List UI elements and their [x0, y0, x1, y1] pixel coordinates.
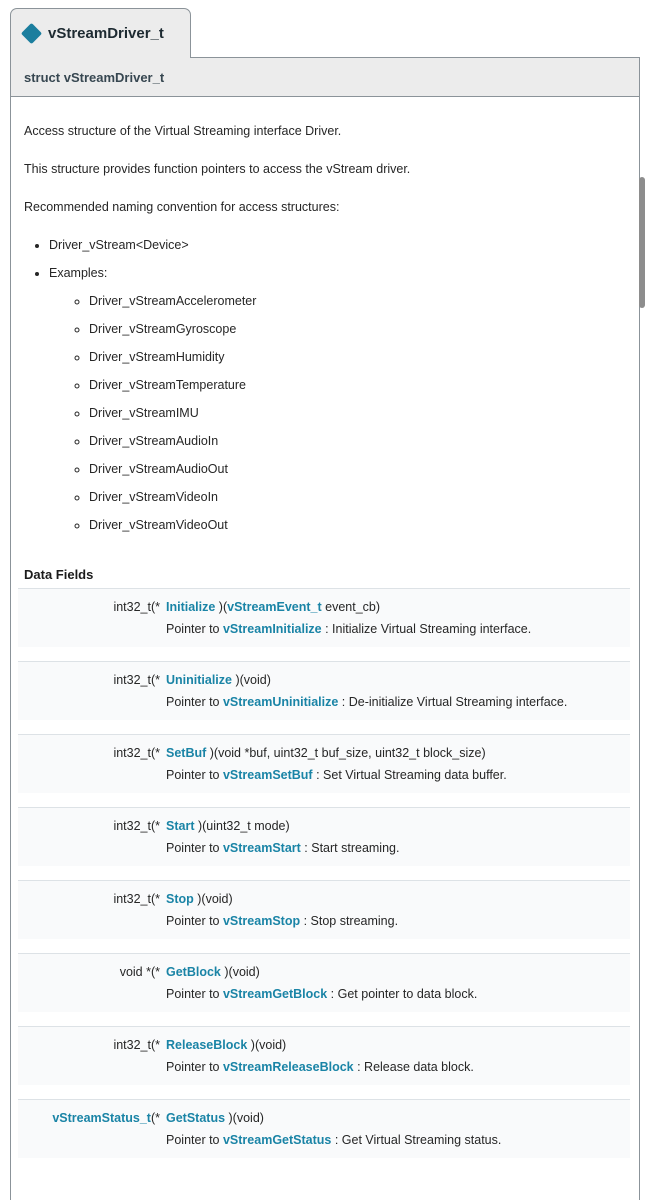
- field-desc: [166, 983, 626, 1005]
- example-item: ◦ Driver_vStreamAccelerometer: [89, 293, 626, 310]
- desc-text: : Get Virtual Streaming status.: [331, 1133, 502, 1147]
- field-definition: [166, 1107, 630, 1151]
- field-row: [18, 1026, 630, 1085]
- data-fields-heading: Data Fields: [24, 567, 94, 582]
- field-type: [18, 1107, 160, 1151]
- desc-prefix: Pointer to: [166, 1060, 223, 1074]
- desc-function-link[interactable]: vStreamReleaseBlock: [222, 1060, 354, 1074]
- field-type: [18, 596, 160, 640]
- field-type: [18, 815, 160, 859]
- field-row: [18, 953, 630, 1012]
- signature-text: )(: [215, 600, 228, 614]
- field-desc: [166, 910, 626, 932]
- signature-text: )(void): [220, 965, 260, 979]
- field-type: [18, 742, 160, 786]
- field-row: [18, 588, 630, 647]
- field-definition: [166, 596, 630, 640]
- content-panel: [10, 97, 640, 1200]
- signature-text: )(void *buf, uint32_t buf_size, uint32_t block_size): [206, 746, 486, 760]
- field-row: [18, 661, 630, 720]
- field-proto: [166, 669, 626, 691]
- field-name-link[interactable]: Initialize: [166, 600, 216, 614]
- field-name-link[interactable]: Start: [166, 819, 195, 833]
- signature-text: )(void): [225, 1111, 264, 1125]
- field-proto: [166, 888, 626, 910]
- struct-title-bar: [10, 57, 640, 97]
- field-proto: [166, 742, 626, 764]
- example-item: ◦ Driver_vStreamHumidity: [89, 349, 626, 366]
- field-type: [18, 888, 160, 932]
- signature-text: event_cb): [321, 600, 381, 614]
- desc-prefix: Pointer to: [166, 1133, 223, 1147]
- field-type-text: int32_t(*: [113, 892, 160, 906]
- examples-item: [49, 265, 626, 534]
- example-item: ◦ Driver_vStreamIMU: [89, 405, 626, 422]
- diamond-icon: [21, 23, 42, 44]
- examples-list: [49, 293, 626, 534]
- field-proto: [166, 1107, 626, 1129]
- field-definition: [166, 888, 630, 932]
- desc-text: : Release data block.: [353, 1060, 474, 1074]
- example-item: ◦ Driver_vStreamAudioOut: [89, 461, 626, 478]
- field-proto: [166, 596, 626, 618]
- field-row: [18, 734, 630, 793]
- field-desc: [166, 1056, 626, 1078]
- field-type-text: int32_t(*: [113, 600, 160, 614]
- field-name-link[interactable]: GetStatus: [166, 1111, 226, 1125]
- field-name-link[interactable]: SetBuf: [166, 746, 207, 760]
- desc-function-link[interactable]: vStreamStop: [222, 914, 301, 928]
- example-item: ◦ Driver_vStreamGyroscope: [89, 321, 626, 338]
- desc-text: : De-initialize Virtual Streaming interface.: [338, 695, 568, 709]
- desc-function-link[interactable]: vStreamStart: [222, 841, 301, 855]
- examples-label: Examples:: [49, 266, 108, 280]
- paragraph-pointers: This structure provides function pointers to access the vStream driver.: [24, 162, 411, 176]
- desc-prefix: Pointer to: [166, 768, 223, 782]
- field-definition: [166, 1034, 630, 1078]
- signature-text: )(void): [231, 673, 271, 687]
- signature-text: )(uint32_t mode): [194, 819, 290, 833]
- field-name-link[interactable]: Uninitialize: [166, 673, 232, 687]
- field-type-text: int32_t(*: [113, 746, 160, 760]
- convention-item: • Driver_vStream<Device>: [49, 237, 626, 254]
- field-type: [18, 669, 160, 713]
- field-proto: [166, 961, 626, 983]
- desc-function-link[interactable]: vStreamGetBlock: [222, 987, 328, 1001]
- field-name-link[interactable]: ReleaseBlock: [166, 1038, 248, 1052]
- field-definition: [166, 815, 630, 859]
- struct-title: struct vStreamDriver_t: [24, 69, 165, 85]
- field-desc: [166, 1129, 626, 1151]
- struct-tab[interactable]: [10, 8, 191, 58]
- desc-text: : Set Virtual Streaming data buffer.: [312, 768, 507, 782]
- field-proto: [166, 1034, 626, 1056]
- field-definition: [166, 669, 630, 713]
- field-type-text: void *(*: [119, 965, 160, 979]
- desc-function-link[interactable]: vStreamSetBuf: [222, 768, 313, 782]
- field-row: [18, 807, 630, 866]
- tab-label: vStreamDriver_t: [48, 25, 164, 42]
- paragraph-access: Access structure of the Virtual Streaming interface Driver.: [24, 124, 342, 138]
- example-item: ◦ Driver_vStreamVideoOut: [89, 517, 626, 534]
- field-desc: [166, 837, 626, 859]
- scrollbar-thumb[interactable]: [639, 177, 645, 308]
- field-type-text: int32_t(*: [113, 673, 160, 687]
- signature-text: )(void): [193, 892, 233, 906]
- field-type: [18, 1034, 160, 1078]
- field-definition: [166, 742, 630, 786]
- description-section: [11, 97, 639, 534]
- field-desc: [166, 764, 626, 786]
- field-row: [18, 1099, 630, 1158]
- desc-prefix: Pointer to: [166, 841, 223, 855]
- field-definition: [166, 961, 630, 1005]
- desc-prefix: Pointer to: [166, 987, 223, 1001]
- desc-text: : Start streaming.: [300, 841, 400, 855]
- example-item: ◦ Driver_vStreamVideoIn: [89, 489, 626, 506]
- example-item: ◦ Driver_vStreamTemperature: [89, 377, 626, 394]
- desc-function-link[interactable]: vStreamUninitialize: [222, 695, 339, 709]
- field-type-text: int32_t(*: [113, 819, 160, 833]
- desc-prefix: Pointer to: [166, 695, 223, 709]
- field-row: [18, 880, 630, 939]
- field-desc: [166, 691, 626, 713]
- signature-type-link[interactable]: vStreamEvent_t: [227, 600, 322, 614]
- desc-function-link[interactable]: vStreamInitialize: [222, 622, 322, 636]
- field-proto: [166, 815, 626, 837]
- field-desc: [166, 618, 626, 640]
- desc-text: : Stop streaming.: [300, 914, 399, 928]
- desc-text: : Get pointer to data block.: [327, 987, 478, 1001]
- field-name-link[interactable]: GetBlock: [166, 965, 221, 979]
- conventions-list: [24, 237, 626, 534]
- field-type: [18, 961, 160, 1005]
- field-type-link[interactable]: vStreamStatus_t: [52, 1111, 151, 1125]
- fields-table: [18, 588, 630, 1158]
- example-item: ◦ Driver_vStreamAudioIn: [89, 433, 626, 450]
- paragraph-naming: Recommended naming convention for access structures:: [24, 200, 340, 214]
- desc-text: : Initialize Virtual Streaming interface.: [321, 622, 532, 636]
- field-name-link[interactable]: Stop: [166, 892, 194, 906]
- field-type-text: (*: [150, 1111, 160, 1125]
- desc-prefix: Pointer to: [166, 622, 223, 636]
- desc-prefix: Pointer to: [166, 914, 223, 928]
- desc-function-link[interactable]: vStreamGetStatus: [222, 1133, 332, 1147]
- field-type-text: int32_t(*: [113, 1038, 160, 1052]
- signature-text: )(void): [247, 1038, 287, 1052]
